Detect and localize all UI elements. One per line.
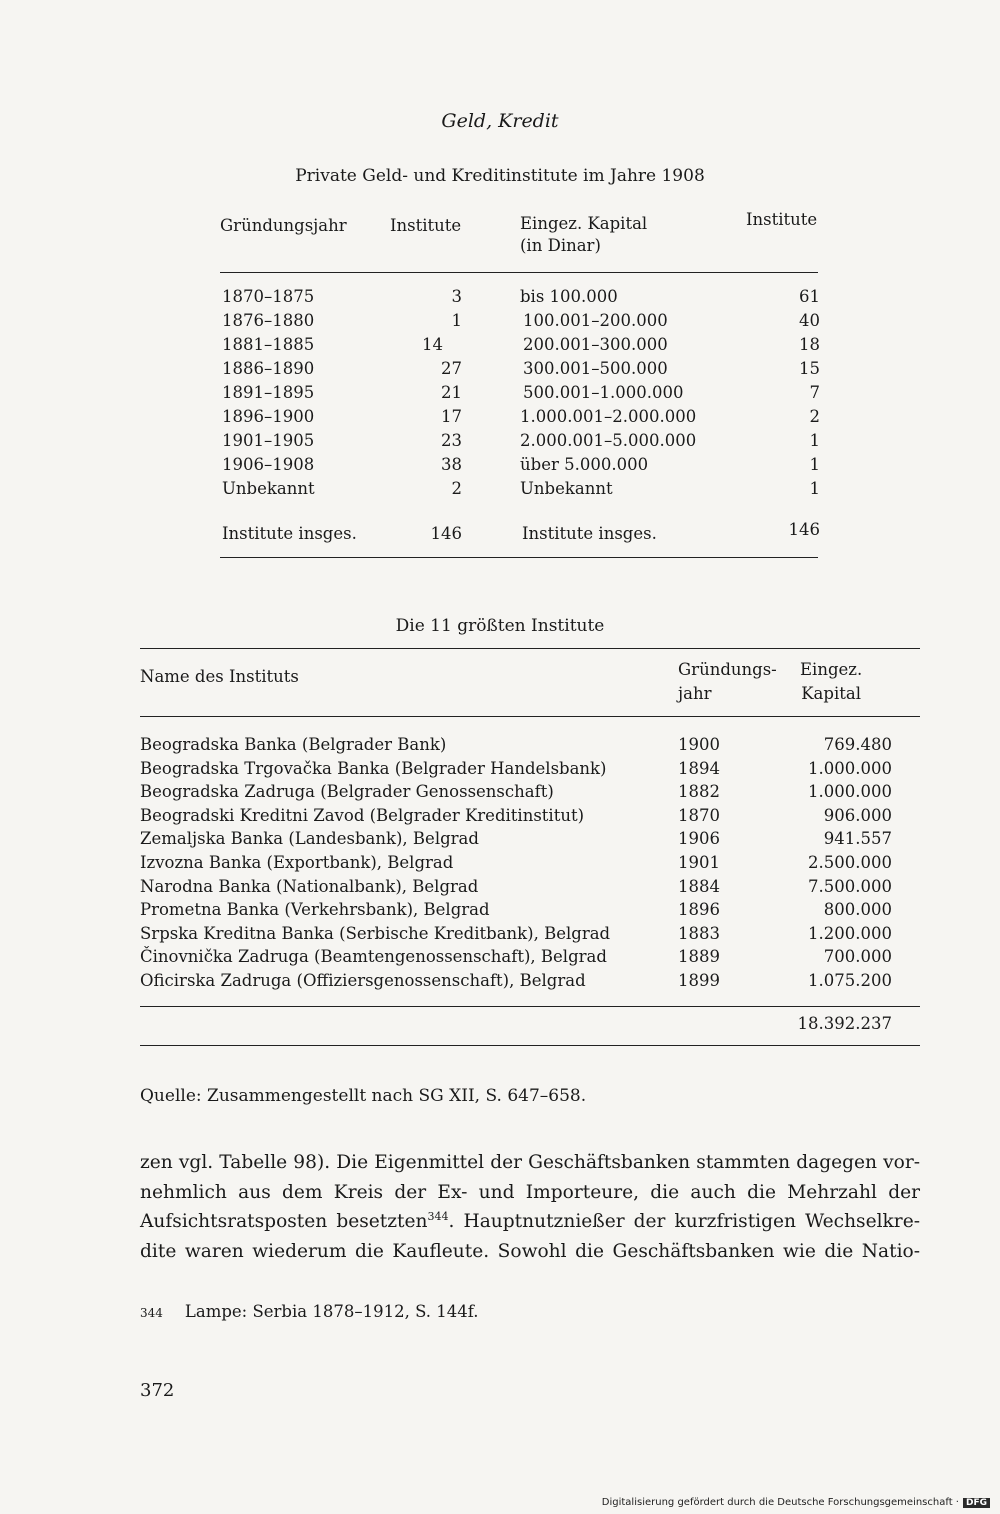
table2-top-rule: [140, 648, 920, 649]
body-line: dite waren wiederum die Kaufleute. Sowohl die Geschäftsbanken wie die Natio-: [140, 1240, 920, 1262]
table1-total-institute-2: 146: [788, 520, 820, 539]
table2-cell-capital: 800.000: [823, 900, 892, 920]
table2-header-rule: [140, 716, 920, 717]
table2-col-name: [140, 733, 610, 993]
body-line: zen vgl. Tabelle 98). Die Eigenmittel der Geschäftsbanken stammten dagegen vor-: [140, 1152, 920, 1173]
table2-cell-capital: 769.480: [823, 735, 892, 754]
table1-cell-year: 1906–1908: [222, 455, 315, 474]
table1-total-label-2: Institute insges.: [522, 524, 657, 543]
table1-total-label: Institute insges.: [222, 524, 357, 543]
table1-cell-year: 1881–1885: [222, 335, 315, 354]
table1-cell-capital: 500.001–1.000.000: [523, 383, 684, 402]
table2-cell-name: Beogradska Trgovačka Banka (Belgrader Handelsbank): [140, 758, 607, 778]
table2-caption: Die 11 größten Institute: [395, 616, 605, 636]
table1-cell-capital: Unbekannt: [520, 479, 613, 498]
table2-cell-name: Beogradska Banka (Belgrader Bank): [140, 735, 447, 754]
table1-cell-institute-2: 7: [809, 383, 820, 402]
table1-cell-year: 1891–1895: [222, 383, 315, 402]
page-number: 372: [140, 1380, 175, 1401]
footnote-reference[interactable]: 344: [427, 1210, 449, 1223]
table1-caption: Private Geld- und Kreditinstitute im Jahre 1908: [295, 166, 705, 186]
table2-cell-capital: 700.000: [823, 947, 892, 967]
body-line: [140, 1207, 920, 1237]
table2-cell-capital: 1.000.000: [808, 758, 892, 778]
table1-cell-capital: 100.001–200.000: [523, 311, 668, 330]
table1-cell-year: 1901–1905: [222, 431, 315, 450]
table1-cell-year: 1876–1880: [222, 311, 315, 330]
table1-header-institute: Institute: [390, 216, 462, 235]
table1-cell-institute: 23: [441, 431, 462, 450]
table2-cell-name: Činovnička Zadruga (Beamtengenossenschaft), Belgrad: [140, 947, 607, 967]
table2-cell-capital: 941.557: [823, 829, 892, 849]
table1-cell-institute-2: 2: [809, 407, 820, 426]
digitization-credit: [602, 1497, 990, 1508]
running-header: Geld, Kredit: [441, 110, 559, 132]
table1-col-year: [222, 285, 315, 501]
table1-bottom-rule: [220, 557, 818, 558]
table-source-note: Quelle: Zusammengestellt nach SG XII, S. 647–658.: [140, 1086, 587, 1106]
table2-cell-year: 1884: [678, 876, 720, 896]
table1-cell-institute: 2: [451, 479, 462, 498]
table1-cell-institute-2: 1: [809, 479, 820, 498]
table1-cell-capital: 2.000.001–5.000.000: [520, 431, 697, 450]
table2-cell-year: 1896: [678, 900, 720, 920]
footnote: [140, 1302, 479, 1321]
table1-cell-capital: 300.001–500.000: [523, 359, 668, 378]
table2-cell-name: Izvozna Banka (Exportbank), Belgrad: [140, 852, 454, 872]
body-paragraph: [140, 1148, 920, 1266]
table2-cell-name: Narodna Banka (Nationalbank), Belgrad: [140, 876, 479, 896]
table2-cell-year: 1901: [678, 852, 720, 872]
table1-cell-institute: 27: [441, 359, 462, 378]
table2-cell-year: 1889: [678, 947, 720, 967]
table2-cell-capital: 906.000: [823, 805, 892, 825]
footnote-number: 344: [140, 1306, 163, 1320]
table1-cell-institute: 38: [441, 455, 462, 474]
table1-col-institute: [400, 285, 462, 501]
body-line-part: . Hauptnutznießer der kurzfristigen Wechselkre-: [448, 1211, 920, 1232]
table1-cell-institute-2: 1: [809, 455, 820, 474]
table1-header-capital-unit: (in Dinar): [520, 236, 601, 255]
table1-header-year: Gründungsjahr: [220, 216, 347, 235]
table1-cell-year: 1896–1900: [222, 407, 315, 426]
body-line-part: Aufsichtsratsposten besetzten: [140, 1211, 428, 1232]
table2-cell-capital: 7.500.000: [808, 876, 892, 896]
table2-sum-rule: [140, 1006, 920, 1007]
table1-header-institute-2: Institute: [746, 210, 818, 229]
table2-header-capital-line2: Kapital: [801, 683, 861, 703]
table2-cell-year: 1894: [678, 758, 720, 778]
table2-total-capital: 18.392.237: [797, 1014, 892, 1033]
table1-cell-institute-2: 61: [799, 287, 820, 306]
table1-cell-capital: 1.000.001–2.000.000: [520, 407, 697, 426]
dfg-logo: DFG: [963, 1498, 990, 1508]
table1-col-institute-2: [760, 285, 820, 501]
table1-cell-institute: 17: [441, 407, 462, 426]
table2-cell-name: Beogradska Zadruga (Belgrader Genossenschaft): [140, 782, 554, 802]
table1-cell-institute: 14: [422, 335, 443, 354]
table2-cell-year: 1906: [678, 829, 720, 849]
table2-col-year: [678, 733, 720, 993]
table1-cell-capital: über 5.000.000: [520, 455, 649, 474]
table1-total-institute: 146: [430, 524, 462, 543]
table1-cell-capital: 200.001–300.000: [523, 335, 668, 354]
table1-cell-year: 1870–1875: [222, 287, 315, 306]
table1-cell-institute: 3: [451, 287, 462, 306]
table2-cell-year: 1883: [678, 923, 720, 943]
table2-header-year: [678, 658, 777, 705]
table2-cell-name: Zemaljska Banka (Landesbank), Belgrad: [140, 829, 479, 849]
table2-bottom-rule: [140, 1045, 920, 1046]
table2-cell-capital: 1.200.000: [808, 923, 892, 943]
table2-cell-year: 1870: [678, 805, 720, 825]
table2-header-capital-line1: Eingez.: [800, 660, 863, 679]
table1-cell-institute-2: 40: [799, 311, 820, 330]
digitization-credit-text: Digitalisierung gefördert durch die Deutsche Forschungsgemeinschaft ·: [601, 1497, 959, 1508]
table1-cell-institute-2: 15: [799, 359, 820, 378]
table2-cell-year: 1899: [678, 970, 720, 990]
table1-col-capital: [520, 285, 696, 501]
table1-cell-institute-2: 1: [809, 431, 820, 450]
table2-cell-capital: 1.000.000: [808, 782, 892, 802]
table1-cell-capital: bis 100.000: [520, 287, 618, 306]
table1-header-rule: [220, 272, 818, 273]
table1-header-capital: Eingez. Kapital: [520, 214, 648, 233]
body-line: nehmlich aus dem Kreis der Ex- und Importeure, die auch die Mehrzahl der: [140, 1181, 920, 1203]
table2-header-year-line2: jahr: [678, 683, 712, 703]
table2-cell-year: 1900: [678, 735, 720, 754]
table2-cell-year: 1882: [678, 782, 720, 802]
table2-cell-name: Oficirska Zadruga (Offiziersgenossenschaft), Belgrad: [140, 970, 586, 990]
table2-cell-name: Beogradski Kreditni Zavod (Belgrader Kreditinstitut): [140, 805, 585, 825]
table2-cell-capital: 2.500.000: [808, 852, 892, 872]
table2-col-capital: [780, 733, 892, 993]
table2-cell-name: Srpska Kreditna Banka (Serbische Kreditbank), Belgrad: [140, 923, 611, 943]
table1-cell-institute-2: 18: [799, 335, 820, 354]
footnote-text: Lampe: Serbia 1878–1912, S. 144f.: [184, 1302, 479, 1321]
table2-header-name: Name des Instituts: [140, 667, 299, 686]
table1-cell-institute: 1: [451, 311, 462, 330]
table2-header-capital: [800, 658, 862, 705]
table1-cell-year: 1886–1890: [222, 359, 315, 378]
table1-cell-year: Unbekannt: [222, 479, 315, 498]
table2-cell-name: Prometna Banka (Verkehrsbank), Belgrad: [140, 900, 490, 920]
table2-cell-capital: 1.075.200: [808, 970, 892, 990]
table2-header-year-line1: Gründungs-: [678, 660, 777, 679]
table1-cell-institute: 21: [441, 383, 462, 402]
